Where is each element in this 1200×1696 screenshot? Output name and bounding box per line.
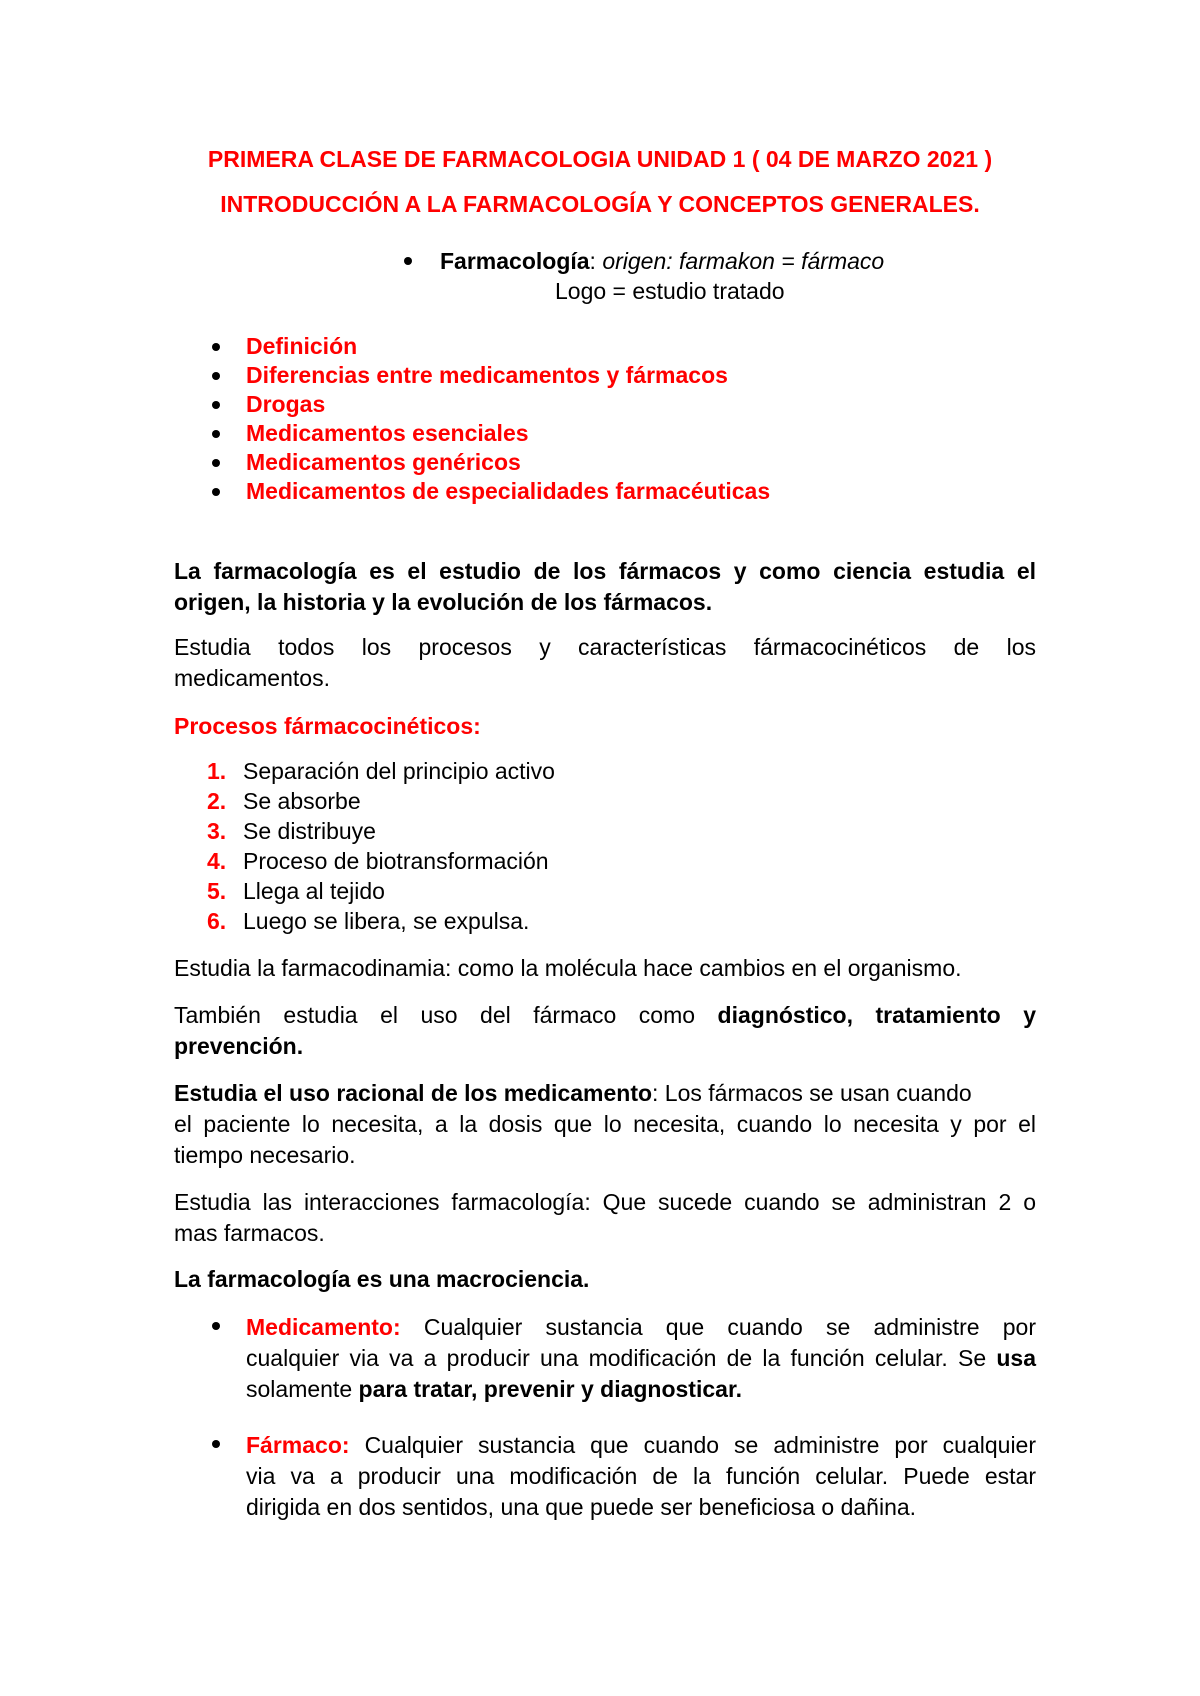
list-item — [207, 908, 555, 938]
bullet-icon — [212, 488, 220, 496]
processes-heading: Procesos fármacocinéticos: — [174, 713, 481, 739]
bullet-icon — [212, 401, 220, 409]
etymology-logo: Logo = estudio tratado — [555, 278, 785, 304]
processes-list — [207, 758, 555, 938]
studies-line-2: medicamentos. — [174, 665, 330, 691]
medicamento-text: cualquier via va a producir una modificación de la función celular. Se — [246, 1345, 987, 1371]
list-item — [207, 878, 555, 908]
intro-line-2: origen, la historia y la evolución de los fármacos. — [174, 589, 713, 615]
rational-rest: : Los fármacos se usan cuando — [652, 1080, 972, 1106]
also-line-2: prevención. — [174, 1033, 304, 1059]
farmaco-line-3: dirigida en dos sentidos, una que puede ser beneficiosa o dañina. — [246, 1494, 917, 1520]
topic-label: Medicamentos genéricos — [246, 449, 521, 475]
process-number: 5. — [207, 878, 227, 904]
process-number: 4. — [207, 848, 227, 874]
farmaco-term: Fármaco: — [246, 1432, 350, 1458]
process-text: Luego se libera, se expulsa. — [243, 908, 530, 934]
topic-label: Medicamentos de especialidades farmacéuticas — [246, 478, 771, 504]
also-bold: diagnóstico, tratamiento y — [717, 1002, 1037, 1028]
bullet-icon — [212, 343, 220, 351]
medicamento-line-3 — [246, 1374, 742, 1405]
process-number: 3. — [207, 818, 227, 844]
medicamento-text: solamente — [246, 1376, 353, 1402]
process-text: Se distribuye — [243, 818, 376, 844]
list-item — [207, 788, 555, 818]
farmaco-line-2: via va a producir una modificación de la función celular. Puede estar — [246, 1463, 1036, 1489]
rational-bold: Estudia el uso racional de los medicamento — [174, 1080, 653, 1106]
process-number: 1. — [207, 758, 227, 784]
bullet-icon — [212, 430, 220, 438]
document-subtitle: INTRODUCCIÓN A LA FARMACOLOGÍA Y CONCEPTOS GENERALES. — [220, 191, 980, 217]
process-number: 6. — [207, 908, 227, 934]
etymology-colon: : — [589, 248, 596, 274]
rational-line-1 — [174, 1078, 972, 1109]
bullet-icon — [212, 459, 220, 467]
list-item — [207, 818, 555, 848]
farmaco-text: Cualquier sustancia que cuando se administre por cualquier — [364, 1432, 1037, 1458]
interactions-line-2: mas farmacos. — [174, 1220, 325, 1246]
etymology-line — [440, 248, 884, 275]
topic-label: Drogas — [246, 391, 326, 417]
medicamento-line-2 — [246, 1343, 1036, 1374]
process-text: Proceso de biotransformación — [243, 848, 549, 874]
intro-line-1: La farmacología es el estudio de los fármacos y como ciencia estudia el — [174, 558, 1036, 584]
topic-label: Diferencias entre medicamentos y fármacos — [246, 362, 728, 388]
document-title: PRIMERA CLASE DE FARMACOLOGIA UNIDAD 1 ( 04 DE MARZO 2021 ) — [207, 146, 993, 172]
list-item — [207, 848, 555, 878]
farmaco-line-1 — [246, 1430, 1036, 1461]
etymology-origin: origen: farmakon = fármaco — [602, 248, 885, 274]
bullet-icon — [212, 1440, 220, 1448]
interactions-line-1: Estudia las interacciones farmacología: Que sucede cuando se administran 2 o — [174, 1189, 1036, 1215]
process-text: Se absorbe — [243, 788, 361, 814]
studies-line-1: Estudia todos los procesos y características fármacocinéticos de los — [174, 634, 1036, 660]
medicamento-text: Cualquier sustancia que cuando se administre por — [423, 1314, 1036, 1340]
process-text: Separación del principio activo — [243, 758, 555, 784]
also-prefix: También estudia el uso del fármaco como — [174, 1002, 696, 1028]
medicamento-line-1 — [246, 1312, 1036, 1343]
pharmacodynamics-paragraph: Estudia la farmacodinamia: como la molécula hace cambios en el organismo. — [174, 955, 962, 981]
medicamento-bold: para tratar, prevenir y diagnosticar. — [358, 1376, 743, 1402]
process-number: 2. — [207, 788, 227, 814]
rational-line-3: tiempo necesario. — [174, 1142, 356, 1168]
also-line-1 — [174, 1000, 1036, 1031]
etymology-term: Farmacología — [440, 248, 590, 274]
macroscience-statement: La farmacología es una macrociencia. — [174, 1266, 590, 1292]
process-text: Llega al tejido — [243, 878, 385, 904]
rational-line-2: el paciente lo necesita, a la dosis que lo necesita, cuando lo necesita y por el — [174, 1111, 1036, 1137]
medicamento-bold: usa — [996, 1345, 1037, 1371]
bullet-icon — [404, 257, 412, 265]
list-item — [207, 758, 555, 788]
topic-label: Definición — [246, 333, 358, 359]
topic-label: Medicamentos esenciales — [246, 420, 529, 446]
medicamento-term: Medicamento: — [246, 1314, 401, 1340]
bullet-icon — [212, 372, 220, 380]
bullet-icon — [212, 1322, 220, 1330]
